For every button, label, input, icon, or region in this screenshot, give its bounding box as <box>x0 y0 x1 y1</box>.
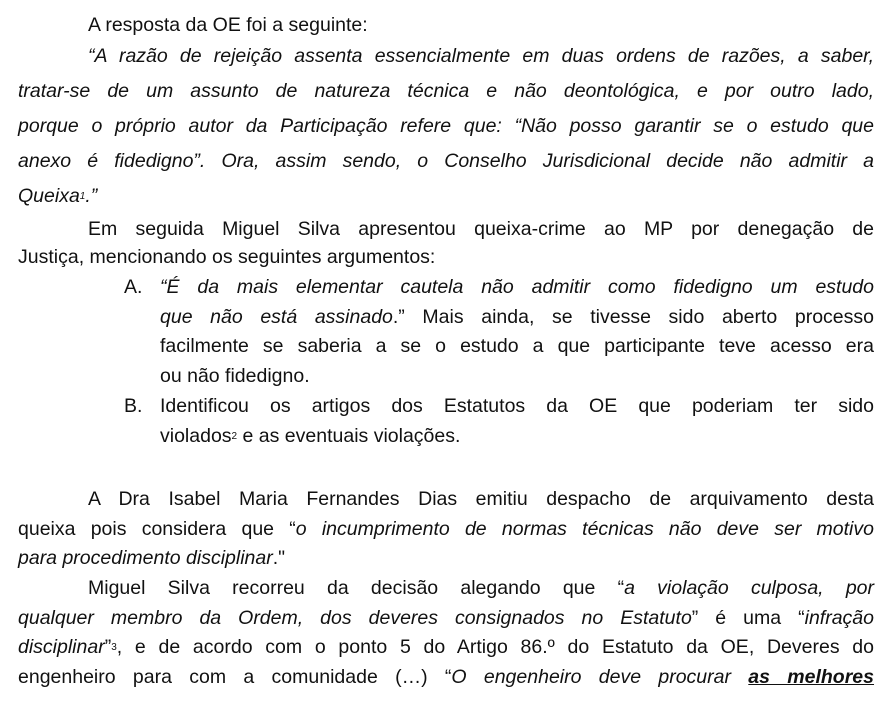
list-line: “É da mais elementar cautela não admitir como fidedigno um estudo <box>160 276 874 298</box>
list-marker: B. <box>124 395 143 417</box>
list-line: Identificou os artigos dos Estatutos da OE que poderiam ter sido <box>160 395 874 417</box>
footnote-ref-3[interactable]: 3 <box>111 642 117 653</box>
paragraph-line: Em seguida Miguel Silva apresentou queixa-crime ao MP por denegação de <box>88 218 874 240</box>
footnote-ref-2[interactable]: 2 <box>231 431 238 442</box>
quote-line: Queixa$^1$.” <box>18 185 98 207</box>
list-marker: A. <box>124 276 143 298</box>
paragraph-line: qualquer membro da Ordem, dos deveres consignados no Estatuto” é uma “infração <box>18 607 874 629</box>
list-line: violados$^2$ e as eventuais violações. <box>160 425 461 447</box>
paragraph-line: Justiça, mencionando os seguintes argumentos: <box>18 246 436 268</box>
paragraph-line: para procedimento disciplinar." <box>18 547 286 569</box>
paragraph-line: engenheiro para com a comunidade (…) “O engenheiro deve procurar as melhores <box>18 666 875 688</box>
paragraph-line: A Dra Isabel Maria Fernandes Dias emitiu despacho de arquivamento desta <box>88 488 874 510</box>
quote-line: tratar-se de um assunto de natureza técnica e não deontológica, e por outro lado, <box>18 80 874 102</box>
quote-line: “A razão de rejeição assenta essencialmente em duas ordens de razões, a saber, <box>88 45 874 67</box>
quote-line: anexo é fidedigno”. Ora, assim sendo, o Conselho Jurisdicional decide não admitir a <box>18 150 874 172</box>
footnote-ref-1[interactable]: 1 <box>79 191 86 202</box>
list-line: facilmente se saberia a se o estudo a que participante teve acesso era <box>160 335 874 357</box>
list-line: ou não fidedigno. <box>160 365 310 387</box>
paragraph-line: queixa pois considera que “o incumprimento de normas técnicas não deve ser motivo <box>18 518 874 540</box>
paragraph-line: disciplinar”$^3$, e de acordo com o ponto 5 do Artigo 86.º do Estatuto da OE, Deveres do <box>18 636 874 658</box>
list-line: que não está assinado.” Mais ainda, se tivesse sido aberto processo <box>160 306 874 328</box>
intro-paragraph: A resposta da OE foi a seguinte: <box>88 14 368 36</box>
quote-line: porque o próprio autor da Participação refere que: “Não posso garantir se o estudo que <box>18 115 874 137</box>
paragraph-line: Miguel Silva recorreu da decisão alegando que “a violação culposa, por <box>88 577 874 599</box>
